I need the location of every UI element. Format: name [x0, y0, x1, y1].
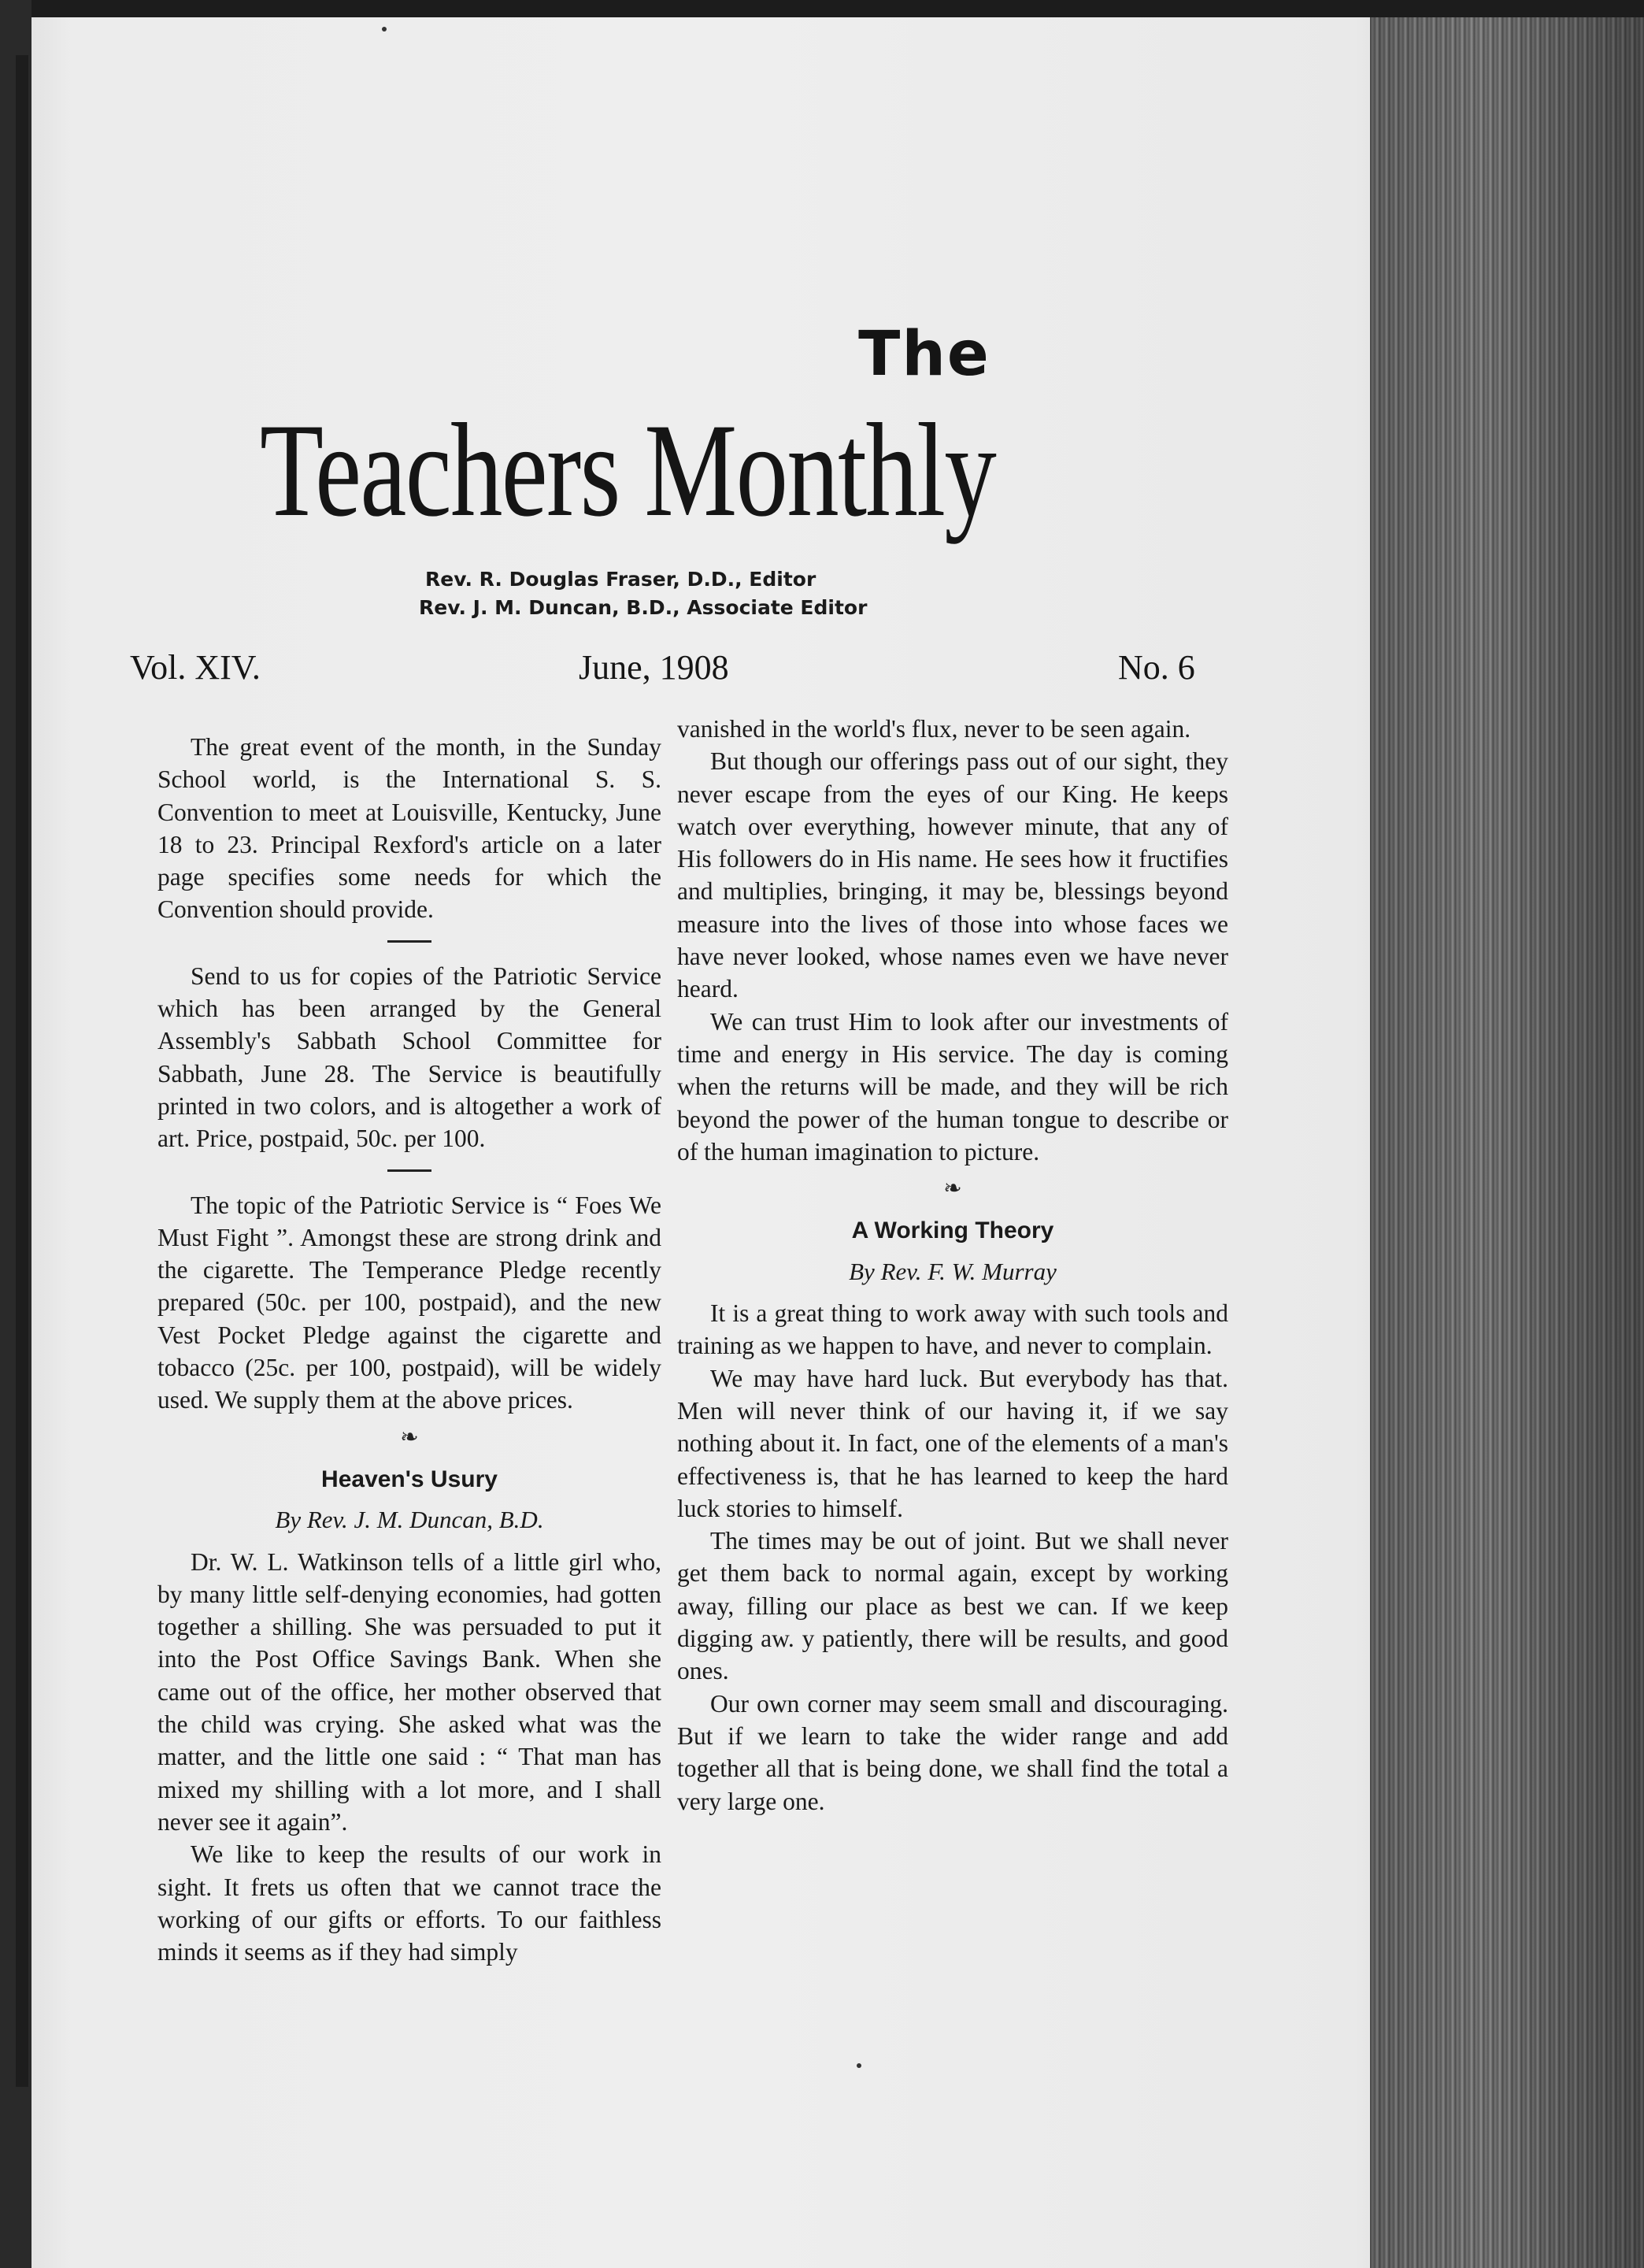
article-heading: A Working Theory — [851, 1217, 1054, 1244]
issue-line — [130, 647, 1209, 695]
byline-name: Rev. J. M. Duncan, B.D. — [306, 1506, 544, 1534]
masthead-the: The — [858, 319, 990, 390]
ornament-icon: ❧ — [400, 1425, 419, 1450]
byline-prefix: By — [849, 1257, 875, 1285]
paragraph: Our own corner may seem small and discouraging. But if we learn to take the wider range and add together all that is being done, we shall find the total a very large one. — [677, 1689, 1228, 1815]
paragraph: The times may be out of joint. But we shall never get them back to normal again, except by working away, filling our place as best we can. If we keep digging aw. y patiently, there will be results, and good ones. — [677, 1527, 1228, 1685]
issue-date: June, 1908 — [579, 648, 729, 687]
paragraph: We can trust Him to look after our investments of time and energy in His service. The day is coming when the returns will be made, and they will be rich beyond the power of the human tongue to describe or of the human imagination to picture. — [677, 1007, 1228, 1166]
section-rule — [387, 1169, 431, 1172]
paragraph: We like to keep the results of our work in sight. It frets us often that we cannot trace the working of our gifts or efforts. To our faithless minds it seems as if they had simply — [157, 1840, 661, 1966]
article-byline — [157, 1503, 661, 1536]
editor-line: Rev. R. Douglas Fraser, D.D., Editor — [425, 568, 816, 591]
associate-editor-line: Rev. J. M. Duncan, B.D., Associate Editor — [419, 596, 868, 619]
left-column — [157, 731, 661, 1968]
issue-number: No. 6 — [1118, 648, 1195, 687]
paragraph: It is a great thing to work away with such tools and training as we happen to have, and never to complain. — [677, 1299, 1228, 1360]
ornament-icon: ❧ — [943, 1177, 962, 1202]
volume-label: Vol. XIV. — [130, 648, 261, 687]
paragraph: Dr. W. L. Watkinson tells of a little girl who, by many little self-denying economies, had gotten together a shilling. She was persuaded to put it into the Post Office Savings Bank. When she came out of the office, her mother observed that the child was crying. She asked what was the matter, and the little one said : “ That man has mixed my shilling with a lot more, and I shall never see it again”. — [157, 1547, 661, 1836]
right-column — [677, 713, 1228, 1818]
article-heading: Heaven's Usury — [321, 1466, 498, 1492]
paragraph: The topic of the Patriotic Service is “ Foes We Must Fight ”. Amongst these are strong drink and the cigarette. The Temperance Pledge recently prepared (50c. per 100, postpaid), and the new Vest Pocket Pledge against the cigarette and tobacco (25c. per 100, postpaid), will be widely used. We supply them at the above prices. — [157, 1191, 661, 1414]
section-rule — [387, 940, 431, 943]
speck — [857, 2063, 861, 2068]
paragraph: Send to us for copies of the Patriotic Service which has been arranged by the General Assembly's Sabbath School Committee for Sabbath, June 28. The Service is beautifully printed in two colors, and is altogether a work of art. Price, postpaid, 50c. per 100. — [157, 962, 661, 1153]
article-byline — [677, 1255, 1228, 1288]
paragraph: We may have hard luck. But everybody has that. Men will never think of our having it, if we say nothing about it. In fact, one of the elements of a man's effectiveness is, that he has learned to keep the hard luck stories to himself. — [677, 1364, 1228, 1522]
byline-prefix: By — [275, 1506, 302, 1534]
paragraph: The great event of the month, in the Sunday School world, is the International S. S. Convention to meet at Louisville, Kentucky, June 18 to 23. Principal Rexford's article on a later page specifies some needs for which the Convention should provide. — [157, 733, 661, 924]
editors-block — [419, 565, 976, 622]
masthead-title: Teachers Monthly — [260, 396, 996, 544]
speck — [382, 27, 387, 32]
paragraph: vanished in the world's flux, never to be seen again. — [677, 715, 1191, 743]
paragraph: But though our offerings pass out of our sight, they never escape from the eyes of our King. He keeps watch over everything, however minute, that any of His followers do in His name. He sees how it fructifies and multiplies, bringing, it may be, blessings beyond measure into the lives of those into whose faces we have never looked, whose names even we have never heard. — [677, 747, 1228, 1003]
byline-name: Rev. F. W. Murray — [880, 1257, 1057, 1285]
